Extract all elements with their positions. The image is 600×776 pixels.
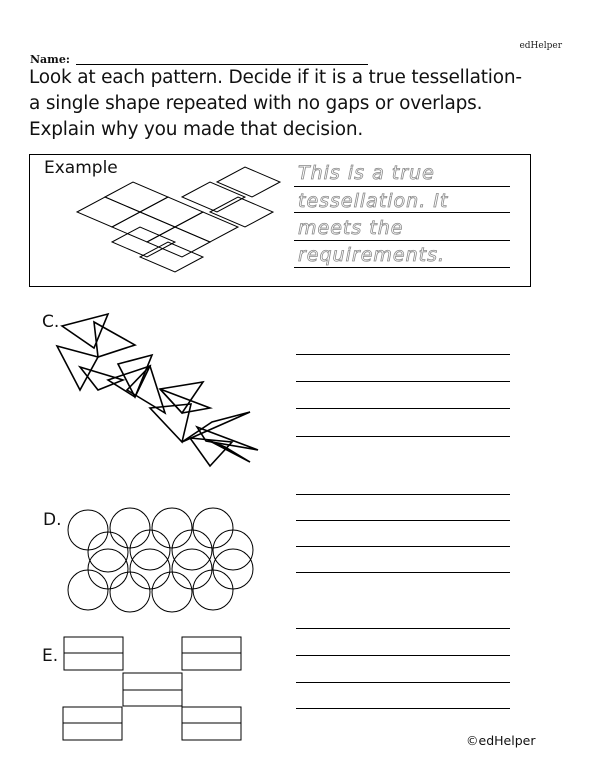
example-line-3: [294, 240, 510, 241]
example-answer-3: meets the: [298, 217, 404, 239]
example-line-1: [294, 186, 510, 187]
example-line-2: [294, 212, 510, 213]
answer-line-e2[interactable]: [296, 655, 510, 656]
answer-line-d2[interactable]: [296, 520, 510, 521]
example-line-4: [294, 267, 510, 268]
name-label: Name:: [30, 53, 70, 66]
example-answer-2: tessellation. It: [298, 190, 449, 212]
answer-line-d1[interactable]: [296, 494, 510, 495]
instruction-line-1: Look at each pattern. Decide if it is a true tessellation-: [29, 67, 522, 88]
example-answer-4: requirements.: [298, 244, 446, 266]
answer-line-e1[interactable]: [296, 628, 510, 629]
copyright-text: ©edHelper: [466, 733, 536, 748]
answer-line-e3[interactable]: [296, 682, 510, 683]
answer-line-d4[interactable]: [296, 572, 510, 573]
instruction-line-3: Explain why you made that decision.: [29, 119, 364, 140]
problem-e-label: E.: [42, 646, 59, 666]
problem-c-label: C.: [42, 312, 60, 332]
answer-line-c1[interactable]: [296, 354, 510, 355]
brand-name: edHelper: [519, 41, 562, 51]
answer-line-c4[interactable]: [296, 436, 510, 437]
problem-d-label: D.: [43, 510, 62, 530]
answer-line-c2[interactable]: [296, 381, 510, 382]
answer-line-d3[interactable]: [296, 546, 510, 547]
answer-line-c3[interactable]: [296, 408, 510, 409]
answer-line-e4[interactable]: [296, 708, 510, 709]
example-answer-1: This is a true: [298, 162, 435, 184]
example-label: Example: [44, 158, 118, 178]
instruction-line-2: a single shape repeated with no gaps or overlaps.: [29, 93, 483, 114]
